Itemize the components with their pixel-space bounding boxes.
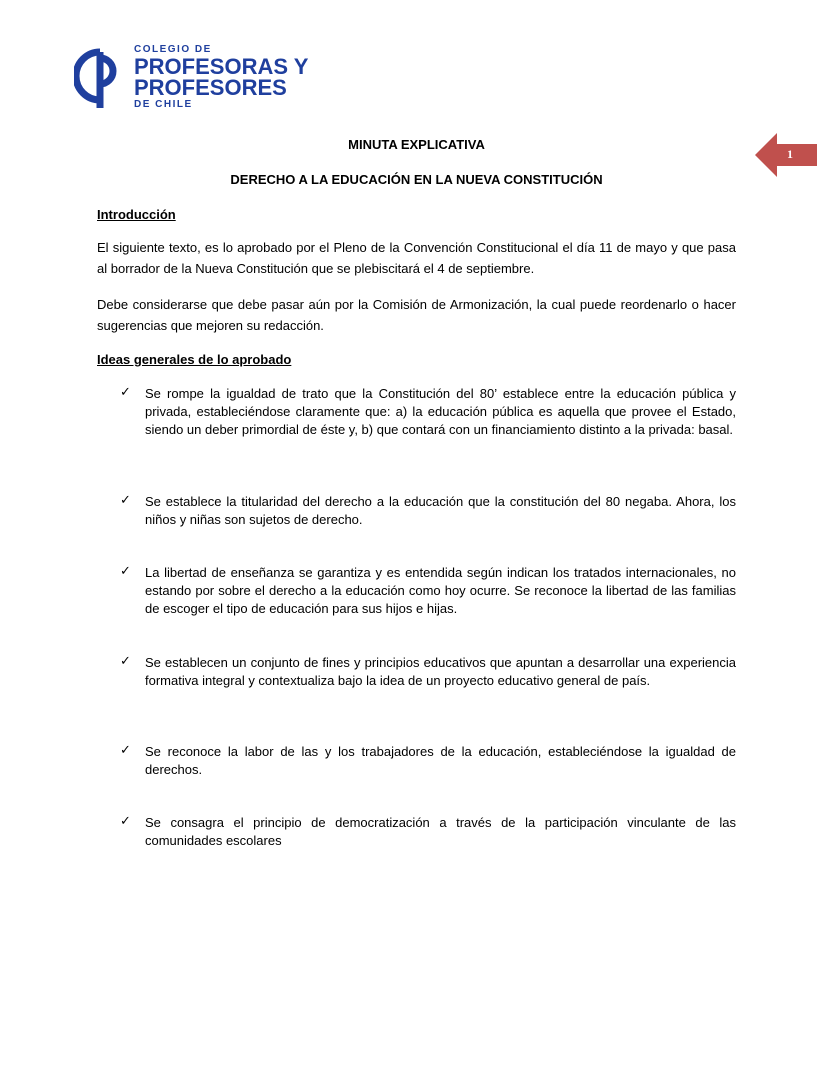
logo-mark-icon	[74, 44, 130, 110]
logo-line-3: PROFESORES	[134, 75, 287, 100]
intro-paragraph-1: El siguiente texto, es lo aprobado por el Pleno de la Convención Constitucional el día 11 de mayo y que pasa al borrador de la Nueva Constitución que se plebiscitará el 4 de septiembre.	[97, 240, 736, 276]
document-title: MINUTA EXPLICATIVA	[348, 137, 485, 152]
logo-line-2: PROFESORAS Y	[134, 54, 309, 79]
logo-text	[134, 44, 308, 111]
list-item-text: Se establecen un conjunto de fines y principios educativos que apuntan a desarrollar una experiencia formativa integral y contextualiza bajo la idea de un proyecto educativo general de país.	[145, 655, 736, 688]
list-item-text: Se rompe la igualdad de trato que la Constitución del 80’ establece entre la educación pública y privada, estableciéndose claramente que: a) la educación pública es aquella que provee el Estado, siendo un deber primordial de éste y, b) que contará con un financiamiento distinto a la privada: basal.	[145, 386, 736, 437]
checkmark-icon: ✓	[120, 493, 131, 508]
logo-line-1: COLEGIO DE	[134, 44, 212, 55]
intro-heading: Introducción	[97, 207, 176, 222]
checkmark-icon: ✓	[120, 654, 131, 669]
page-number: 1	[787, 147, 793, 161]
checkmark-icon: ✓	[120, 814, 131, 829]
list-item-text: Se reconoce la labor de las y los trabajadores de la educación, estableciéndose la igualdad de derechos.	[145, 744, 736, 777]
document-subtitle: DERECHO A LA EDUCACIÓN EN LA NUEVA CONSTITUCIÓN	[230, 172, 603, 187]
checkmark-icon: ✓	[120, 743, 131, 758]
list-item-text: Se consagra el principio de democratización a través de la participación vinculante de las comunidades escolares	[145, 815, 736, 848]
logo-line-4: DE CHILE	[134, 99, 193, 110]
list-item-text: Se establece la titularidad del derecho a la educación que la constitución del 80 negaba. Ahora, los niños y niñas son sujetos de derecho.	[145, 494, 736, 527]
logo	[74, 44, 314, 114]
ideas-heading: Ideas generales de lo aprobado	[97, 352, 292, 367]
checkmark-icon: ✓	[120, 385, 131, 400]
intro-paragraph-2: Debe considerarse que debe pasar aún por la Comisión de Armonización, la cual puede reordenarlo o hacer sugerencias que mejoren su redacción.	[97, 297, 736, 333]
checkmark-icon: ✓	[120, 564, 131, 579]
list-item-text: La libertad de enseñanza se garantiza y es entendida según indican los tratados internacionales, no estando por sobre el derecho a la educación como hoy ocurre. Se reconoce la libertad de las familias de escoger el tipo de educación para sus hijos e hijas.	[145, 565, 736, 616]
